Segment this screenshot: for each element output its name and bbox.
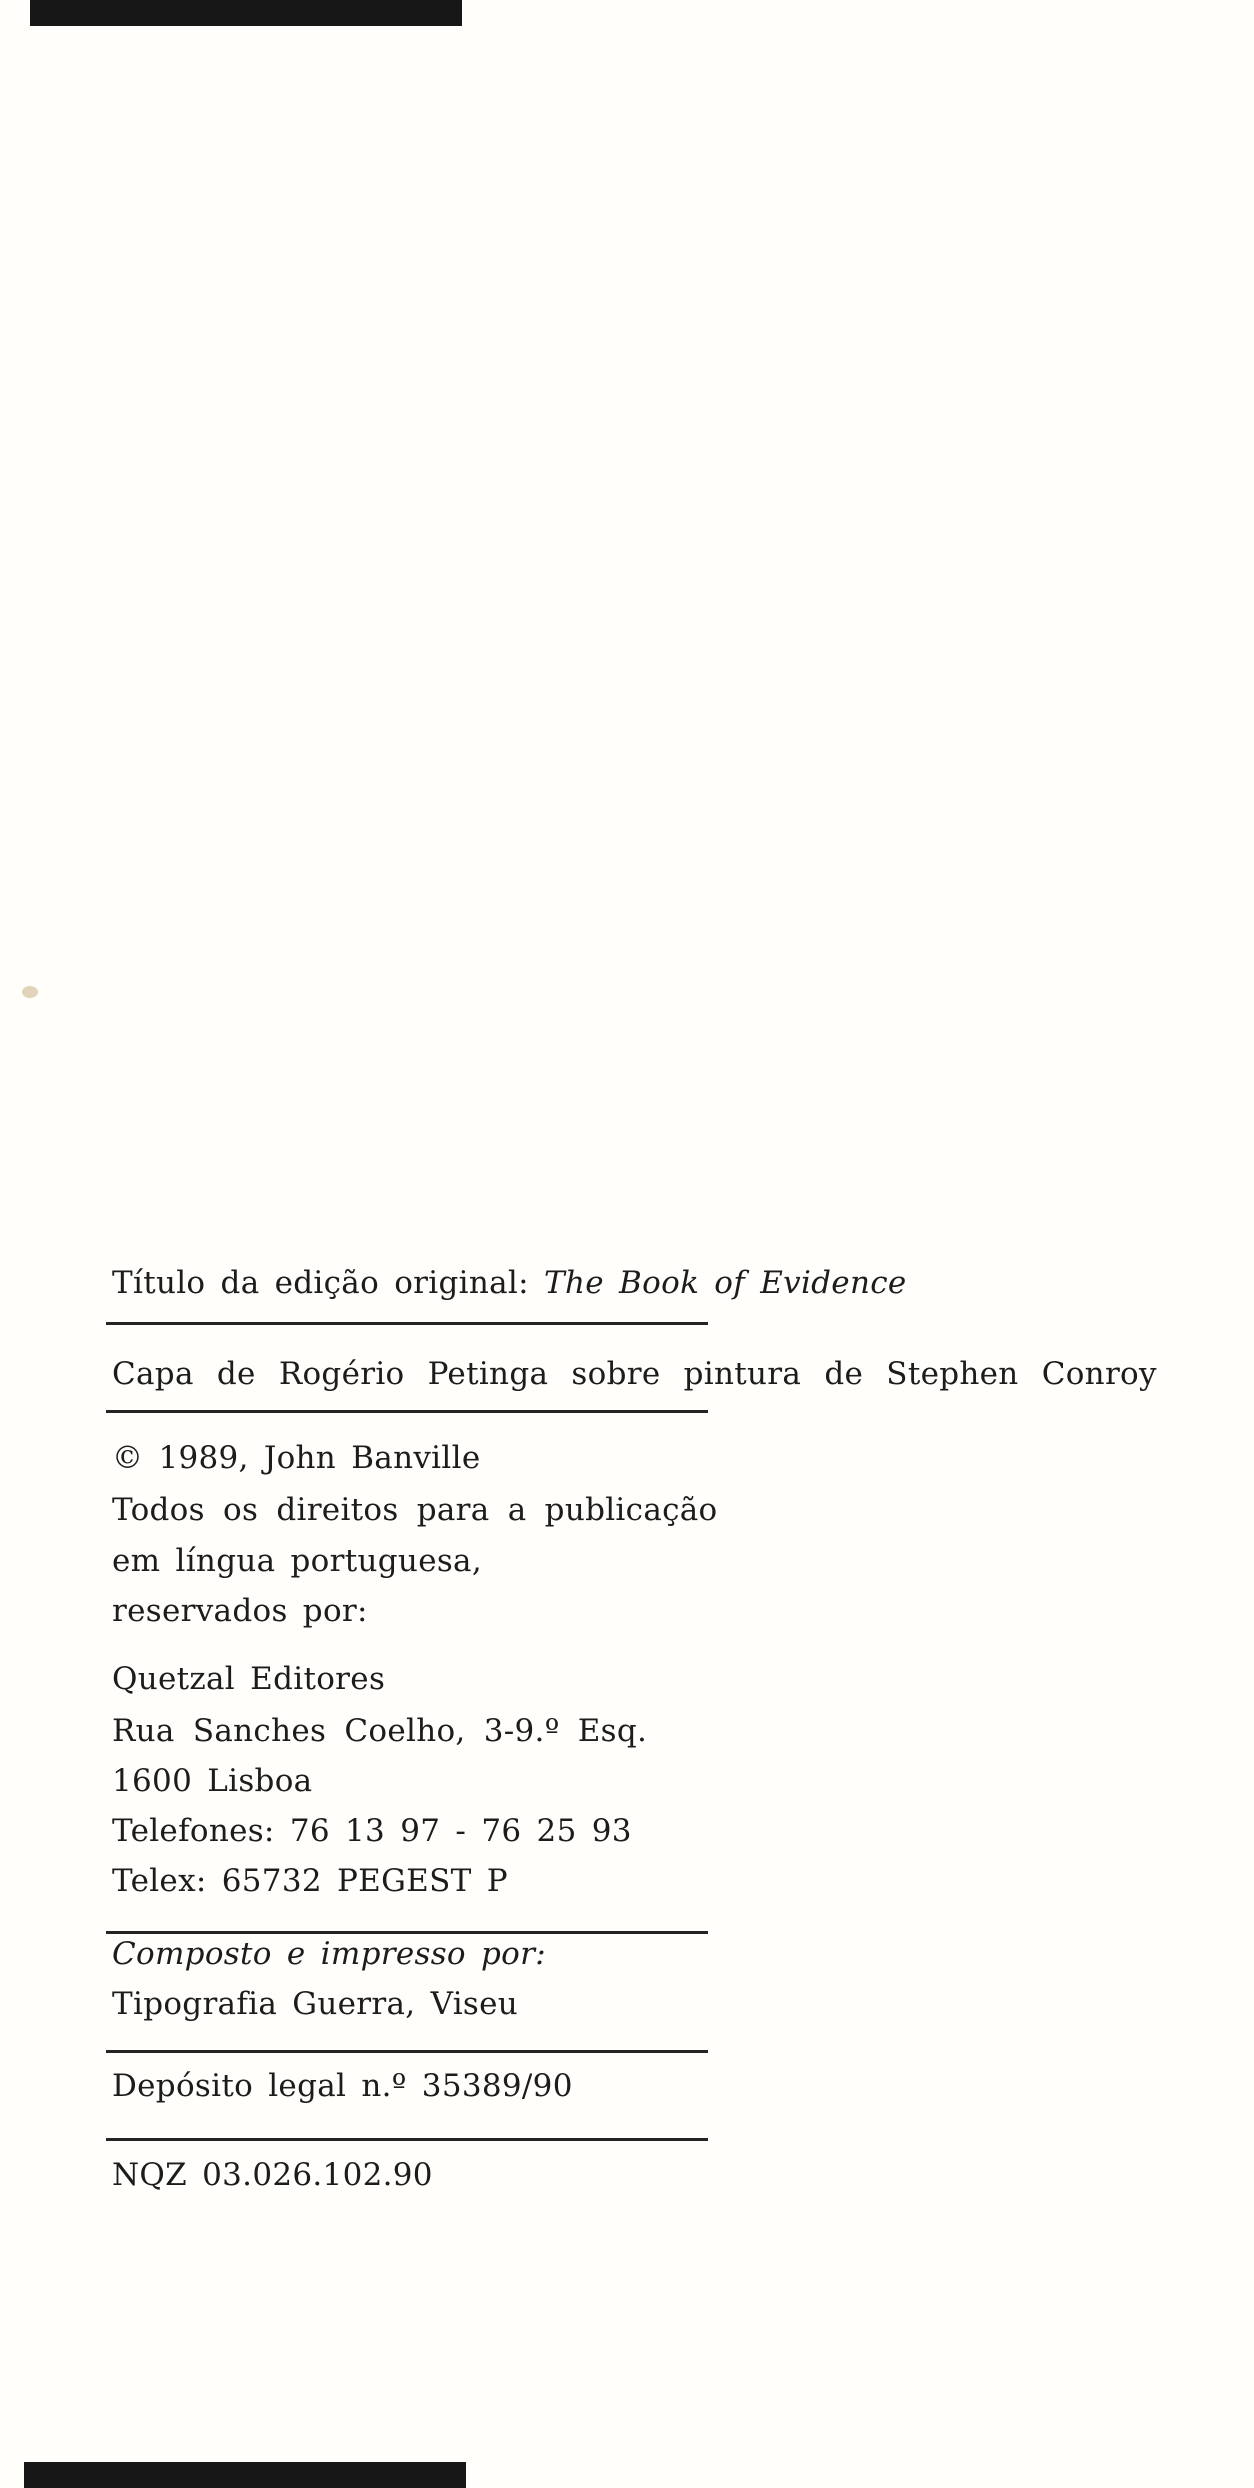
rights-line-2: em língua portuguesa, xyxy=(112,1543,482,1579)
code-line: NQZ 03.026.102.90 xyxy=(112,2157,433,2193)
rights-line-1: Todos os direitos para a publicação xyxy=(112,1492,718,1528)
original-title-line xyxy=(112,1265,907,1301)
paper-speck xyxy=(22,986,38,998)
publisher-telex-line: Telex: 65732 PEGEST P xyxy=(112,1863,508,1899)
cover-credit-line: Capa de Rogério Petinga sobre pintura de Stephen Conroy xyxy=(112,1356,1157,1392)
legal-deposit-line: Depósito legal n.º 35389/90 xyxy=(112,2068,573,2104)
publisher-city-line: 1600 Lisboa xyxy=(112,1763,313,1799)
printer-label-line: Composto e impresso por: xyxy=(112,1936,546,1972)
divider-rule-1 xyxy=(106,1322,708,1325)
divider-rule-5 xyxy=(106,2138,708,2141)
divider-rule-4 xyxy=(106,2050,708,2053)
scan-edge-artifact-top xyxy=(30,0,462,26)
printer-name-line: Tipografia Guerra, Viseu xyxy=(112,1986,519,2022)
original-title-italic: The Book of Evidence xyxy=(544,1265,907,1301)
rights-line-3: reservados por: xyxy=(112,1593,368,1629)
original-title-label: Título da edição original: xyxy=(112,1265,545,1301)
publisher-street-line: Rua Sanches Coelho, 3-9.º Esq. xyxy=(112,1713,648,1749)
divider-rule-2 xyxy=(106,1410,708,1413)
publisher-phones-line: Telefones: 76 13 97 - 76 25 93 xyxy=(112,1813,632,1849)
scan-edge-artifact-bottom xyxy=(24,2462,466,2488)
copyright-line: © 1989, John Banville xyxy=(112,1440,481,1476)
divider-rule-3 xyxy=(106,1931,708,1934)
publisher-name-line: Quetzal Editores xyxy=(112,1661,386,1697)
